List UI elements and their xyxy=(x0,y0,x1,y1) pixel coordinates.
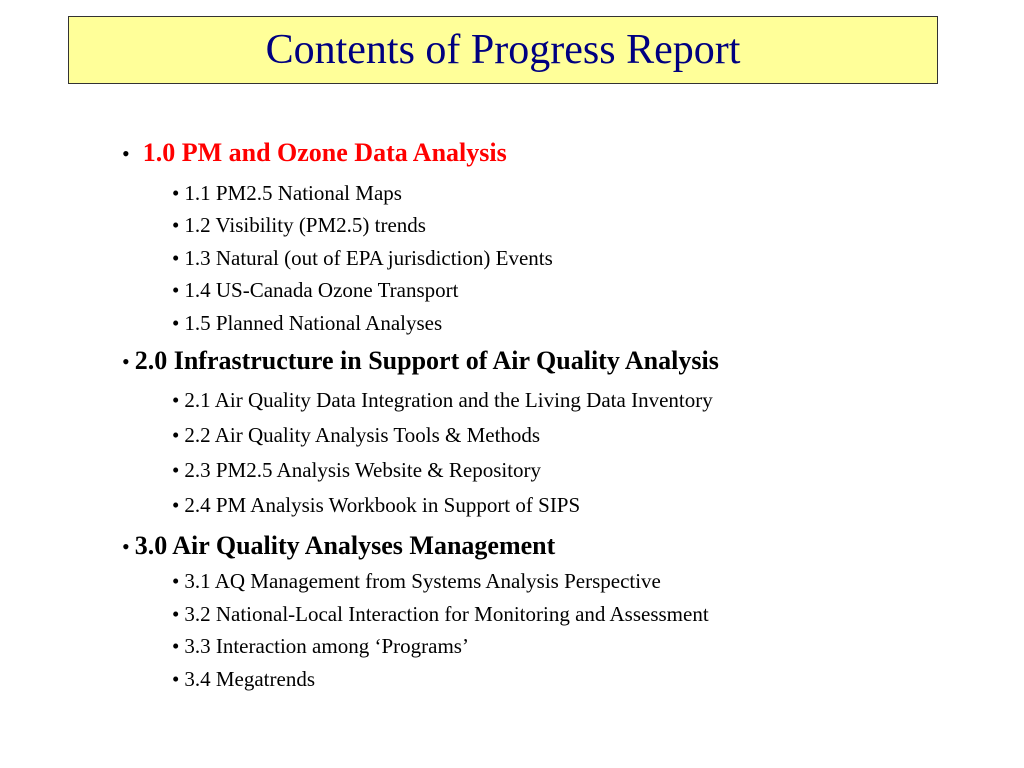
bullet-icon: • xyxy=(122,349,130,374)
list-item xyxy=(172,636,469,657)
bullet-icon: • xyxy=(122,141,130,166)
list-item xyxy=(172,183,402,204)
list-item xyxy=(172,571,661,592)
section-heading-label: 1.0 PM and Ozone Data Analysis xyxy=(142,138,507,167)
title-box xyxy=(68,16,938,84)
list-item-label: 1.1 PM2.5 National Maps xyxy=(184,181,402,205)
list-item xyxy=(172,669,315,690)
section-heading-label: 3.0 Air Quality Analyses Management xyxy=(134,531,556,560)
list-item-label: 2.1 Air Quality Data Integration and the Living Data Inventory xyxy=(184,388,713,412)
slide-title: Contents of Progress Report xyxy=(265,27,741,73)
bullet-icon: • xyxy=(122,534,130,559)
list-item-label: 1.5 Planned National Analyses xyxy=(184,311,443,335)
list-item-label: 3.3 Interaction among ‘Programs’ xyxy=(184,634,469,658)
list-item xyxy=(172,495,580,516)
bullet-icon: • xyxy=(172,278,180,302)
bullet-icon: • xyxy=(172,634,180,658)
bullet-icon: • xyxy=(172,569,180,593)
list-item xyxy=(172,460,541,481)
list-item xyxy=(172,248,553,269)
bullet-icon: • xyxy=(172,423,180,447)
section-heading-label: 2.0 Infrastructure in Support of Air Quality Analysis xyxy=(134,346,719,375)
list-item-label: 3.1 AQ Management from Systems Analysis Perspective xyxy=(184,569,661,593)
list-item-label: 1.2 Visibility (PM2.5) trends xyxy=(184,213,426,237)
section-heading-1 xyxy=(122,140,507,166)
list-item-label: 3.4 Megatrends xyxy=(184,667,315,691)
list-item-label: 1.3 Natural (out of EPA jurisdiction) Events xyxy=(184,246,553,270)
bullet-icon: • xyxy=(172,493,180,517)
list-item xyxy=(172,390,713,411)
bullet-icon: • xyxy=(172,667,180,691)
list-item-label: 2.3 PM2.5 Analysis Website & Repository xyxy=(184,458,542,482)
bullet-icon: • xyxy=(172,602,180,626)
list-item-label: 1.4 US-Canada Ozone Transport xyxy=(184,278,459,302)
bullet-icon: • xyxy=(172,458,180,482)
list-item xyxy=(172,313,442,334)
list-item-label: 2.4 PM Analysis Workbook in Support of SIPS xyxy=(184,493,581,517)
list-item xyxy=(172,280,459,301)
list-item-label: 2.2 Air Quality Analysis Tools & Methods xyxy=(184,423,541,447)
bullet-icon: • xyxy=(172,388,180,412)
list-item xyxy=(172,604,709,625)
bullet-icon: • xyxy=(172,246,180,270)
list-item xyxy=(172,425,540,446)
section-heading-3 xyxy=(122,533,555,559)
section-heading-2 xyxy=(122,348,719,374)
list-item-label: 3.2 National-Local Interaction for Monitoring and Assessment xyxy=(184,602,709,626)
bullet-icon: • xyxy=(172,181,180,205)
bullet-icon: • xyxy=(172,213,180,237)
bullet-icon: • xyxy=(172,311,180,335)
list-item xyxy=(172,215,426,236)
